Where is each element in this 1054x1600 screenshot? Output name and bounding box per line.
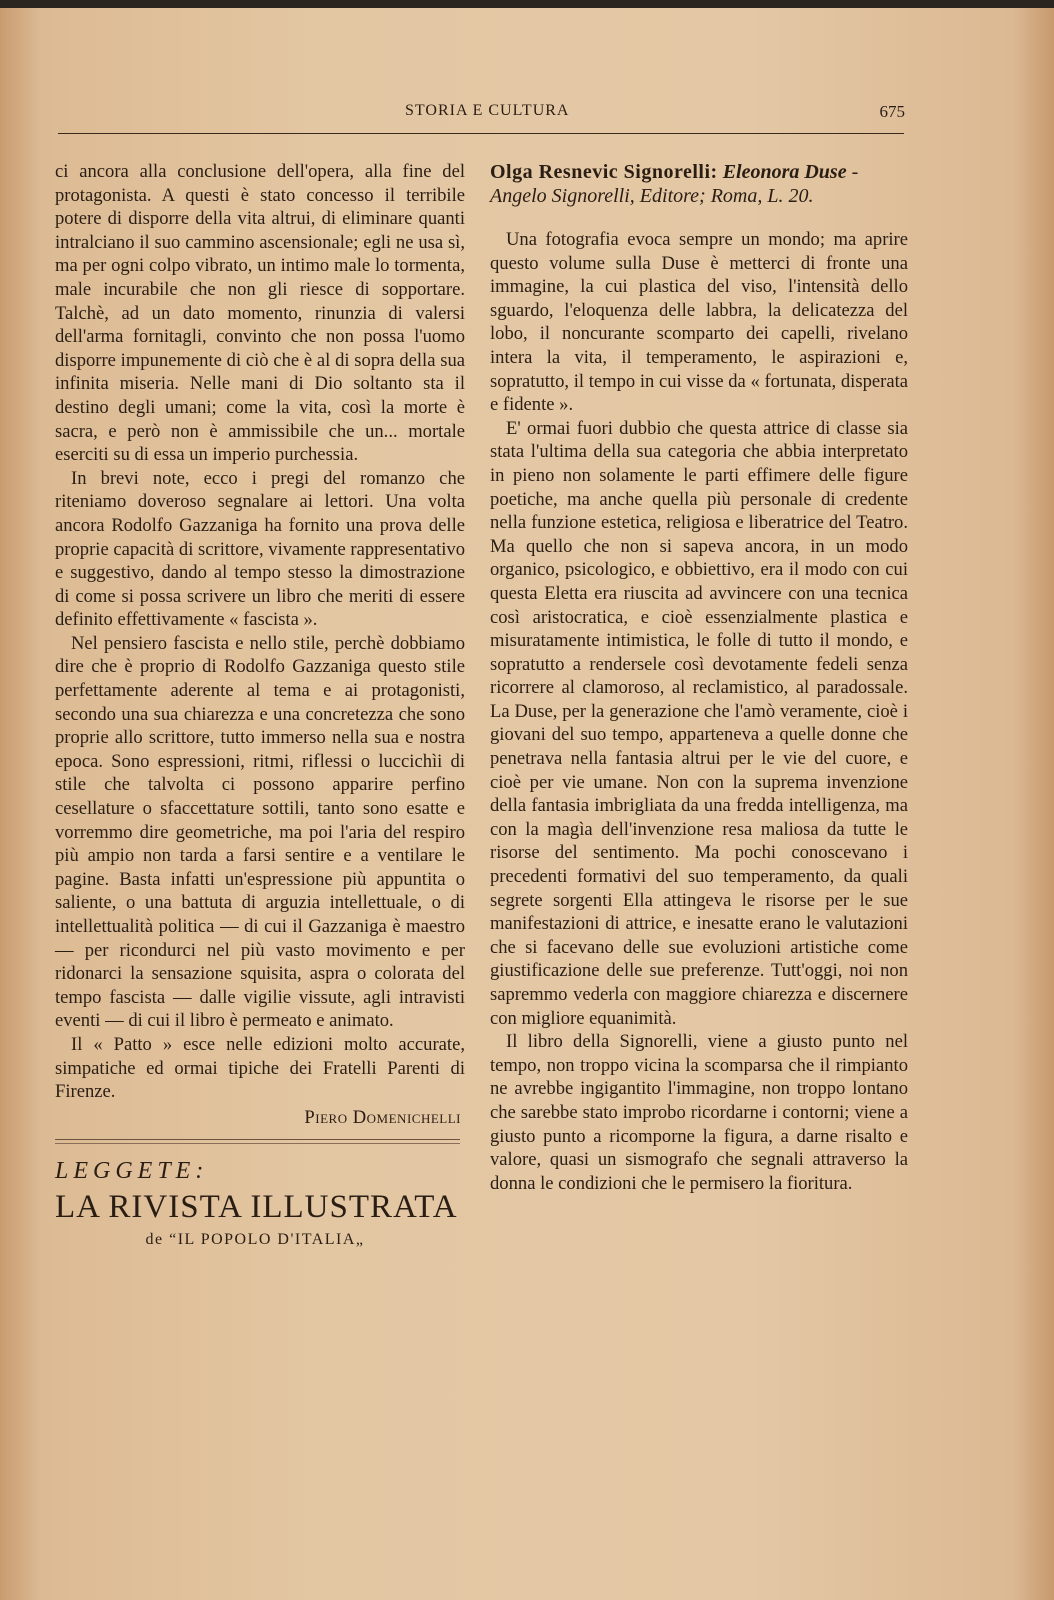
review-author: Olga Resnevic Signorelli: [490,161,718,183]
advert-title: LA RIVISTA ILLUSTRATA [55,1188,458,1225]
page-number: 675 [879,102,905,121]
advert-box [55,1160,465,1251]
header-rule [58,133,904,134]
right-column [490,160,908,1195]
scan-top-edge [0,0,1054,8]
left-column [55,160,465,1252]
page-header [55,100,905,126]
left-paragraph: Il « Patto » esce nelle edizioni molto accurate, simpatiche ed ormai tipiche dei Fratelli Parenti di Firenze. [55,1033,465,1103]
advert-rule [55,1143,460,1144]
left-paragraph: ci ancora alla conclusione dell'opera, alla fine del protagonista. A questi è stato concesso il terribile potere di disporre della vita altrui, di eliminare quanti intralciano il suo cammino ascensionale; egli ne usa sì, ma per ogni colpo vibrato, un intimo male lo tormenta, male incurabile che non gli riesce di sopportare. Talchè, ad un dato momento, rinunzia di valersi dell'arma fornitagli, convinto che non possa l'uomo disporre impunemente di ciò che è al di sopra della sua infinita miseria. Nelle mani di Dio soltanto sta il destino degli umani; come la vita, così la morte è sacra, e però non è ammissibile che un... mortale eserciti su di essa un imperio purchessia. [55,161,465,466]
advert-subtitle: de “IL POPOLO D'ITALIA„ [145,1230,365,1248]
review-heading [490,160,908,208]
advert-rule [55,1139,460,1140]
review-paragraph: Il libro della Signorelli, viene a giusto punto nel tempo, non troppo vicina la scomparsa che il rimpianto ne avrebbe ingigantito l'immagine, non troppo lontano che sarebbe stato improbo ricordarne i contorni; viene a giusto punto a ricomporne la figura, a darne risalto e valore, quasi un sismografo che segnali attraverso la donna le condizioni che le permisero la fioritura. [490,1031,908,1194]
review-paragraph: E' ormai fuori dubbio che questa attrice di classe sia stata l'ultima della sua categoria che abbia interpretato in pieno non solamente le parti effimere delle figure poetiche, ma anche quella più personale di credente nella funzione estetica, religiosa e liberatrice del Teatro. Ma quello che non si sapeva ancora, in un modo organico, psicologico, e obbiettivo, era il modo con cui questa Eletta era riuscita ad avvincere con una tecnica così aristocratica, e cioè essenzialmente plastica e misuratamente intimistica, le folle di tutto il mondo, e sopratutto a rendersele così devotamente fedeli senza ricorrere al clamoroso, al reclamistico, al paradossale. La Duse, per la generazione che l'amò veramente, cioè i giovani del suo tempo, apparteneva a quelle donne che penetrava nella fantasia altrui per le vie del cuore, e cioè per vie umane. Non con la suprema invenzione della fantasia imbrigliata da una fredda intelligenza, ma con la magìa dell'invenzione resa maliosa da tutte le risorse del sentimento. Ma pochi conoscevano i precedenti formativi del suo temperamento, da quali segrete sorgenti Ella attingeva le risorse per le sue manifestazioni di attrice, e inesatte erano le valutazioni che si facevano delle sue evoluzioni artistiche come giustificazione delle sue preferenze. Tutt'oggi, noi non sapremmo vederla con maggiore chiarezza e discernere con migliore equanimità. [490,417,908,1029]
left-paragraph: Nel pensiero fascista e nello stile, perchè dobbiamo dire che è proprio di Rodolfo Gazzaniga questo stile perfettamente aderente al tema e ai protagonisti, secondo una sua chiarezza e una concretezza che sono proprie allo scrittore, tutto immerso nella sua e nostra epoca. Sono espressioni, ritmi, riflessi o luccichìi di stile che talvolta ci possono apparire perfino cesellature o sfaccettature sottili, tanto sono esatte e vorremmo dire geometriche, ma poi l'aria del respiro più ampio non tarda a farsi sentire e a ventilare le pagine. Basta infatti un'espressione più appuntita o saliente, o una battuta di arguzia intellettuale, o di intellettualità politica — di cui il Gazzaniga è maestro — per ricondurci nel più vasto movimento e per ridonarci la sensazione squisita, aspra o colorata del tempo fascista — dalle vigilie vissute, agli intravisti eventi — di cui il libro è permeato e animato. [55,632,465,1032]
advert-leggete: LEGGETE: [55,1158,209,1185]
review-publisher: - Angelo Signorelli, Editore; Roma, L. 20. [490,161,859,207]
review-paragraph: Una fotografia evoca sempre un mondo; ma aprire questo volume sulla Duse è metterci di fronte una immagine, la cui plastica del viso, l'intensità dello sguardo, l'eloquenza delle labbra, la delicatezza del lobo, il noncurante scomparto dei capelli, rivelano intera la vita, il temperamento, le aspirazioni e, sopratutto, il tempo in cui visse da « fortunata, disperata e fidente ». [490,229,908,416]
running-head: STORIA E CULTURA [405,102,570,119]
author-signature: Piero Domenichelli [304,1106,461,1128]
review-book-title: Eleonora Duse [722,161,847,183]
left-paragraph: In brevi note, ecco i pregi del romanzo che riteniamo doveroso segnalare ai lettori. Una volta ancora Rodolfo Gazzaniga ha fornito una prova delle proprie capacità di scrittore, vivamente rappresentativo e suggestivo, dando al tempo stesso la dimostrazione di come si possa scrivere un libro che meriti di essere definito effettivamente « fascista ». [55,467,465,631]
